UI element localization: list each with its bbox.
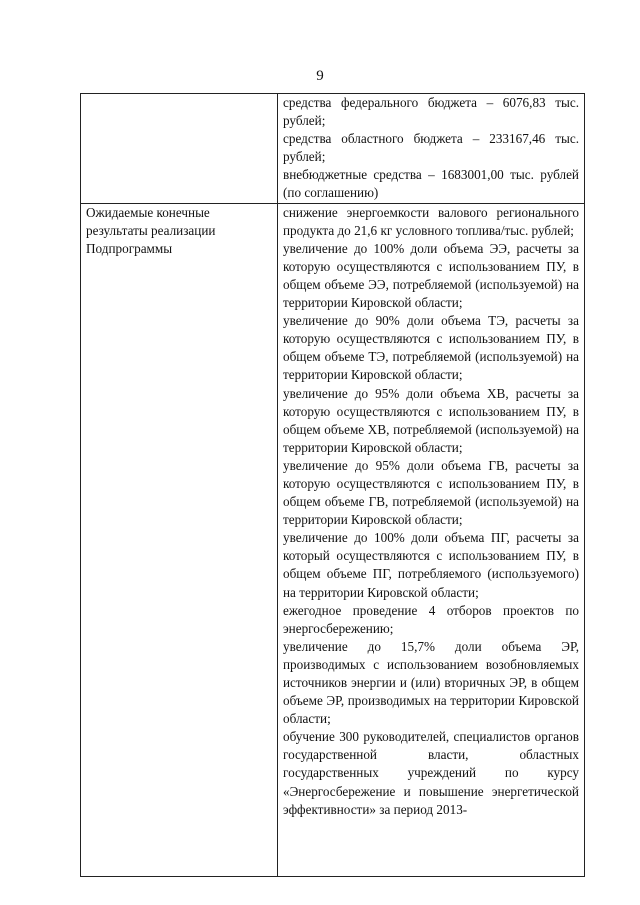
result-item: обучение 300 руководителей, специалистов органов государственной власти, областных государственных учреждений по курсу «Энергосбережение и повышение энергетической эффективности» за период 2013- (283, 729, 579, 817)
results-label-cell (81, 203, 278, 876)
result-item: увеличение до 15,7% доли объема ЭР, производимых с использованием возобновляемых источников энергии и (или) вторичных ЭР, в общем объеме ЭР, производимых на территории Кировской области; (283, 638, 579, 727)
funding-regional: средства областного бюджета – 233167,46 тыс. рублей; (283, 131, 579, 165)
results-row (81, 203, 585, 876)
result-item: увеличение до 90% доли объема ТЭ, расчеты за которую осуществляются с использованием ПУ, в общем объеме ТЭ, потребляемой (используемой) на территории Кировской области; (283, 313, 579, 383)
funding-extrabudgetary: внебюджетные средства – 1683001,00 тыс. рублей (по соглашению) (283, 167, 579, 201)
funding-row (81, 94, 585, 204)
funding-cell (278, 94, 585, 204)
result-item: ежегодное проведение 4 отборов проектов по энергосбережению; (283, 602, 579, 636)
result-item: увеличение до 100% доли объема ЭЭ, расчеты за которую осуществляются с использованием ПУ, в общем объеме ЭЭ, потребляемой (используемой) на территории Кировской области; (283, 240, 579, 311)
funding-federal: средства федерального бюджета – 6076,83 тыс. рублей; (283, 95, 579, 129)
results-cell (278, 203, 585, 876)
result-item: увеличение до 95% доли объема ГВ, расчеты за которую осуществляются с использованием ПУ, в общем объеме ГВ, потребляемой (используемой) на территории Кировской области; (283, 457, 579, 528)
result-item: снижение энергоемкости валового регионального продукта до 21,6 кг условного топлива/тыс. рублей; (283, 204, 579, 238)
result-item: увеличение до 95% доли объема ХВ, расчеты за которую осуществляются с использованием ПУ, в общем объеме ХВ, потребляемой (используемой) на территории Кировской области; (283, 385, 579, 455)
subprogram-passport-table (80, 93, 585, 877)
results-label: Ожидаемые конечные результаты реализации Подпрограммы (86, 204, 216, 256)
page-number: 9 (316, 68, 324, 84)
funding-label-cell (81, 94, 278, 204)
result-item: увеличение до 100% доли объема ПГ, расчеты за который осуществляются с использованием ПУ, в общем объеме ПГ, потребляемого (используемого) на территории Кировской области; (283, 530, 579, 600)
